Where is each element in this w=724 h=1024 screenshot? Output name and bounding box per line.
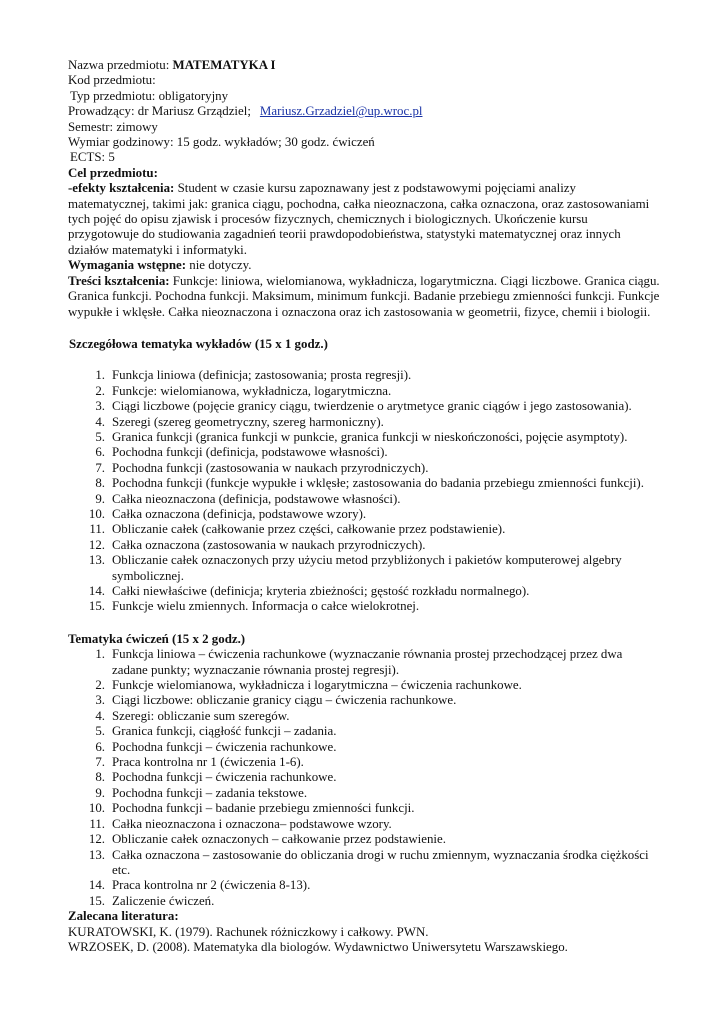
list-item: 15. Zaliczenie ćwiczeń. <box>88 893 215 908</box>
requirements-label: Wymagania wstępne: <box>68 258 187 273</box>
list-item: 11. Obliczanie całek (całkowanie przez części, całkowanie przez podstawienie). <box>89 522 506 537</box>
list-item: 3. Ciągi liczbowe: obliczanie granicy ciągu – ćwiczenia rachunkowe. <box>95 693 457 708</box>
learning-outcomes-label: -efekty kształcenia: <box>68 181 175 196</box>
list-item: 5. Granica funkcji (granica funkcji w punkcie, granica funkcji w nieskończoności, pojęcie asymptoty). <box>95 429 628 444</box>
list-item: 1. Funkcja liniowa (definicja; zastosowania; prosta regresji). <box>95 368 412 383</box>
requirements-text: nie dotyczy. <box>189 258 252 273</box>
course-code-line: Kod przedmiotu: <box>68 73 156 88</box>
list-item: 1. Funkcja liniowa – ćwiczenia rachunkowe (wyznaczanie równania prostej przechodzącej przez dwa zadane punkty; wyznaczanie równania prostej regresji). <box>95 647 623 677</box>
course-content <box>68 274 660 320</box>
list-item: 7. Praca kontrolna nr 1 (ćwiczenia 1-6). <box>95 755 304 770</box>
lectures-heading: Szczegółowa tematyka wykładów (15 x 1 godz.) <box>69 336 328 351</box>
list-item: 6. Pochodna funkcji (definicja, podstawowe własności). <box>95 445 388 460</box>
list-item: 12. Całka oznaczona (zastosowania w naukach przyrodniczych). <box>88 537 426 552</box>
ects-line: ECTS: 5 <box>70 150 115 165</box>
list-item: 6. Pochodna funkcji – ćwiczenia rachunkowe. <box>95 739 337 754</box>
requirements <box>68 258 660 273</box>
list-item: 13. Całka oznaczona – zastosowanie do obliczania drogi w ruchu zmiennym, wyznaczania środka ciężkości etc. <box>88 847 649 877</box>
list-item: 10. Całka oznaczona (definicja, podstawowe wzory). <box>88 506 367 521</box>
list-item: 13. Obliczanie całek oznaczonych przy użyciu metod przybliżonych i pakietów komputerowej algebry symbolicznej. <box>88 553 622 583</box>
list-item: 15. Funkcje wielu zmiennych. Informacja o całce wielokrotnej. <box>88 599 420 614</box>
literature-heading: Zalecana literatura: <box>68 909 179 924</box>
lectures-list <box>68 368 660 615</box>
exercises-heading: Tematyka ćwiczeń (15 x 2 godz.) <box>68 631 246 646</box>
literature-item: KURATOWSKI, K. (1979). Rachunek różniczkowy i całkowy. PWN. <box>68 924 429 939</box>
list-item: 9. Pochodna funkcji – zadania tekstowe. <box>95 785 308 800</box>
list-item: 8. Pochodna funkcji (funkcje wypukłe i wklęsłe; zastosowania do badania przebiegu zmienności funkcji). <box>95 476 644 491</box>
instructor-name: Prowadzący: dr Mariusz Grządziel; <box>68 104 251 119</box>
list-item: 14. Całki niewłaściwe (definicja; kryteria zbieżności; gęstość rozkładu normalnego). <box>88 584 530 598</box>
subject-name-label: Nazwa przedmiotu: <box>68 58 170 72</box>
list-item: 2. Funkcje: wielomianowa, wykładnicza, logarytmiczna. <box>95 383 392 398</box>
exercises-list <box>68 647 660 909</box>
subject-name-value: MATEMATYKA I <box>172 58 276 72</box>
literature-item: WRZOSEK, D. (2008). Matematyka dla biologów. Wydawnictwo Uniwersytetu Warszawskiego. <box>68 939 568 954</box>
learning-outcomes <box>68 181 660 258</box>
list-item: 2. Funkcje wielomianowa, wykładnicza i logarytmiczna – ćwiczenia rachunkowe. <box>95 678 522 693</box>
list-item: 8. Pochodna funkcji – ćwiczenia rachunkowe. <box>95 770 337 785</box>
list-item: 4. Szeregi (szereg geometryczny, szereg harmoniczny). <box>95 414 384 429</box>
document-page <box>68 58 660 955</box>
course-content-text: Funkcje: liniowa, wielomianowa, wykładnicza, logarytmiczna. Ciągi liczbowe. Granica ciągu. Granica funkcji. Pochodna funkcji. Maksimum, minimum funkcji. Badanie przebiegu zmienności funkcji. Funkcje wypukłe i wklęsłe. Całka nieoznaczona i oznaczona oraz ich zastosowania w geometrii, fizyce, chemii i biologii. <box>68 273 660 319</box>
subject-name-line <box>68 58 660 73</box>
list-item: 5. Granica funkcji, ciągłość funkcji – zadania. <box>95 724 337 739</box>
list-item: 10. Pochodna funkcji – badanie przebiegu zmienności funkcji. <box>88 801 415 816</box>
list-item: 3. Ciągi liczbowe (pojęcie granicy ciągu, twierdzenie o arytmetyce granic ciągów i jego zastosowania). <box>95 399 632 414</box>
list-item: 14. Praca kontrolna nr 2 (ćwiczenia 8-13). <box>88 878 311 893</box>
list-item: 12. Obliczanie całek oznaczonych – całkowanie przez podstawienie. <box>88 832 446 847</box>
goal-heading: Cel przedmiotu: <box>68 165 158 180</box>
list-item: 7. Pochodna funkcji (zastosowania w naukach przyrodniczych). <box>95 460 429 475</box>
hours-line: Wymiar godzinowy: 15 godz. wykładów; 30 godz. ćwiczeń <box>68 135 375 150</box>
learning-outcomes-text: Student w czasie kursu zapoznawany jest z podstawowymi pojęciami analizy matematycznej, takimi jak: granica ciągu, pochodna, całka nieoznaczona, całka oznaczona, oraz zastosowaniami tych pojęć do opisu zjawisk i procesów fizycznych, chemicznych i biologicznych. Ukończenie kursu przygotowuje do studiowania zagadnień teorii prawdopodobieństwa, statystyki matematycznej oraz innych działów matematyki i informatyki. <box>68 181 650 257</box>
list-item: 9. Całka nieoznaczona (definicja, podstawowe własności). <box>95 491 401 506</box>
instructor-email-link[interactable]: Mariusz.Grzadziel@up.wroc.pl <box>259 104 423 119</box>
semester-line: Semestr: zimowy <box>68 119 158 134</box>
list-item: 4. Szeregi: obliczanie sum szeregów. <box>95 708 290 723</box>
course-content-label: Treści kształcenia: <box>68 273 170 288</box>
course-type-line: Typ przedmiotu: obligatoryjny <box>70 88 229 103</box>
list-item: 11. Całka nieoznaczona i oznaczona– podstawowe wzory. <box>89 816 392 831</box>
instructor-line <box>68 104 660 119</box>
